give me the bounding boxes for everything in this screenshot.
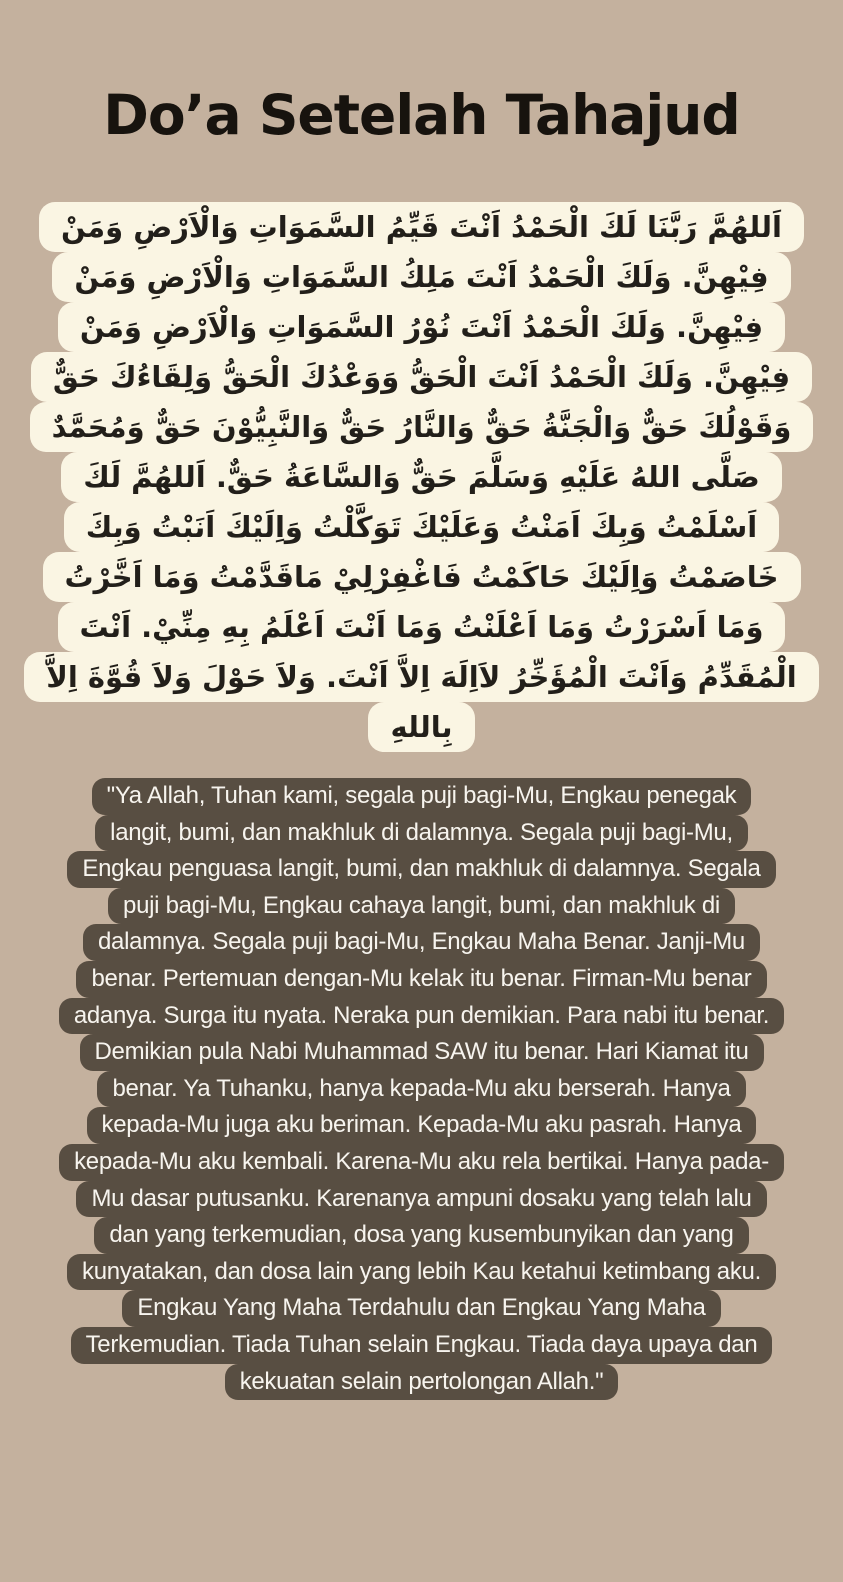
arabic-prayer-line: اَسْلَمْتُ وَبِكَ اَمَنْتُ وَعَلَيْكَ تَوَكَّلْتُ وَاِلَيْكَ اَنَبْتُ وَبِكَ [64, 502, 779, 552]
translation-line: puji bagi-Mu, Engkau cahaya langit, bumi, dan makhluk di [108, 888, 735, 925]
translation-panel [0, 778, 843, 1400]
translation-line: kekuatan selain pertolongan Allah." [225, 1364, 619, 1401]
arabic-prayer-line: وَقَوْلُكَ حَقٌّ وَالْجَنَّةُ حَقٌّ وَالنَّارُ حَقٌّ وَالنَّبِيُّوْنَ حَقٌّ وَمُحَمَّدٌ [30, 402, 814, 452]
prayer-poster [0, 82, 843, 1400]
translation-line: Engkau Yang Maha Terdahulu dan Engkau Yang Maha [122, 1290, 720, 1327]
translation-line: adanya. Surga itu nyata. Neraka pun demikian. Para nabi itu benar. [59, 998, 784, 1035]
arabic-prayer-panel [0, 202, 843, 752]
translation-line: benar. Pertemuan dengan-Mu kelak itu benar. Firman-Mu benar [76, 961, 766, 998]
translation-line: "Ya Allah, Tuhan kami, segala puji bagi-Mu, Engkau penegak [92, 778, 752, 815]
arabic-prayer-line: فِيْهِنَّ. وَلَكَ الْحَمْدُ اَنْتَ الْحَقُّ وَوَعْدُكَ الْحَقُّ وَلِقَاءُكَ حَقٌّ [31, 352, 812, 402]
arabic-prayer-line: فِيْهِنَّ. وَلَكَ الْحَمْدُ اَنْتَ مَلِكُ السَّمَوَاتِ وَالْاَرْضِ وَمَنْ [52, 252, 790, 302]
translation-line: Mu dasar putusanku. Karenanya ampuni dosaku yang telah lalu [76, 1181, 766, 1218]
translation-line: Engkau penguasa langit, bumi, dan makhluk di dalamnya. Segala [67, 851, 775, 888]
translation-line: benar. Ya Tuhanku, hanya kepada-Mu aku berserah. Hanya [97, 1071, 745, 1108]
translation-line: kepada-Mu juga aku beriman. Kepada-Mu aku pasrah. Hanya [87, 1107, 757, 1144]
arabic-prayer-line: الْمُقَدِّمُ وَاَنْتَ الْمُؤَخِّرُ لاَاِلَهَ اِلاَّ اَنْتَ. وَلاَ حَوْلَ وَلاَ قُوَّةَ اِلاَّ [24, 652, 818, 702]
translation-line: Terkemudian. Tiada Tuhan selain Engkau. Tiada daya upaya dan [71, 1327, 773, 1364]
translation-line: dalamnya. Segala puji bagi-Mu, Engkau Maha Benar. Janji-Mu [83, 924, 760, 961]
translation-line: Demikian pula Nabi Muhammad SAW itu benar. Hari Kiamat itu [80, 1034, 764, 1071]
arabic-prayer-line: وَمَا اَسْرَرْتُ وَمَا اَعْلَنْتُ وَمَا اَنْتَ اَعْلَمُ بِهِ مِنِّيْ. اَنْتَ [58, 602, 786, 652]
arabic-prayer-line: خَاصَمْتُ وَاِلَيْكَ حَاكَمْتُ فَاغْفِرْلِيْ مَاقَدَّمْتُ وَمَا اَخَّرْتُ [43, 552, 801, 602]
page-title: Do’a Setelah Tahajud [103, 83, 740, 147]
translation-line: dan yang terkemudian, dosa yang kusembunyikan dan yang [94, 1217, 748, 1254]
translation-line: kunyatakan, dan dosa lain yang lebih Kau ketahui ketimbang aku. [67, 1254, 776, 1291]
translation-line: langit, bumi, dan makhluk di dalamnya. Segala puji bagi-Mu, [95, 815, 748, 852]
arabic-prayer-line: صَلَّى اللهُ عَلَيْهِ وَسَلَّمَ حَقٌّ وَالسَّاعَةُ حَقٌّ. اَللهُمَّ لَكَ [61, 452, 782, 502]
arabic-prayer-line: اَللهُمَّ رَبَّنَا لَكَ الْحَمْدُ اَنْتَ قَيِّمُ السَّمَوَاتِ وَالْاَرْضِ وَمَنْ [39, 202, 804, 252]
arabic-prayer-line: فِيْهِنَّ. وَلَكَ الْحَمْدُ اَنْتَ نُوْرُ السَّمَوَاتِ وَالْاَرْضِ وَمَنْ [58, 302, 785, 352]
arabic-prayer-line: بِاللهِ [368, 702, 474, 752]
translation-line: kepada-Mu aku kembali. Karena-Mu aku rela bertikai. Hanya pada- [59, 1144, 784, 1181]
